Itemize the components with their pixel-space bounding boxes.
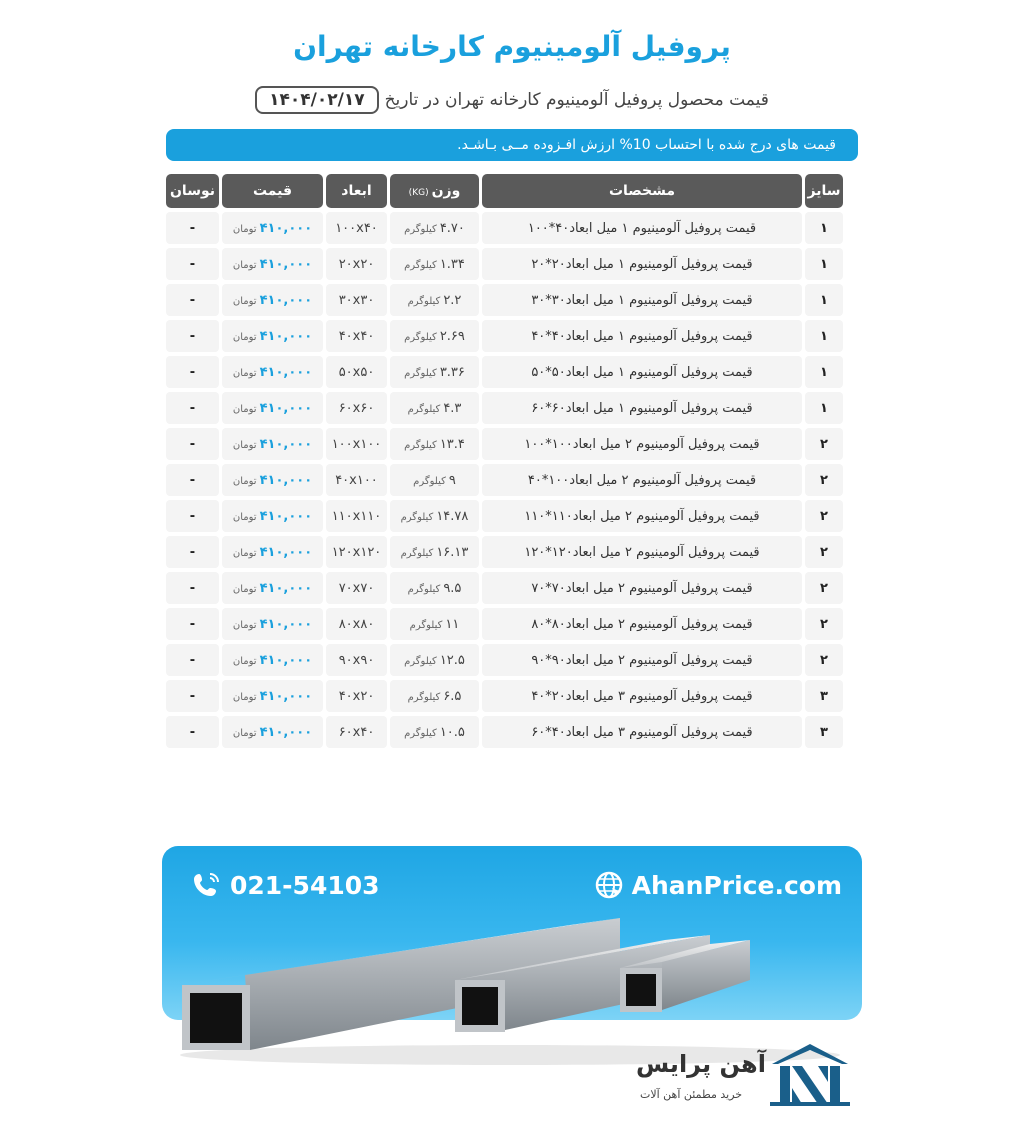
- price-currency: تومان: [232, 367, 257, 379]
- header-weight: [390, 174, 479, 208]
- weight-value: ۹.۵: [443, 580, 462, 596]
- cell-dims: ۴۰x۱۰۰: [326, 464, 387, 496]
- price-currency: تومان: [232, 403, 257, 415]
- cell-dims: ۶۰x۴۰: [326, 716, 387, 748]
- cell-spec: قیمت پروفیل آلومینیوم ۳ میل ابعاد۲۰*۴۰: [482, 680, 802, 712]
- cell-price: [222, 536, 323, 568]
- table-row: [166, 608, 843, 640]
- cell-weight: [390, 356, 479, 388]
- subtitle-text: قیمت محصول پروفیل آلومینیوم کارخانه تهران در تاریخ: [384, 90, 769, 110]
- price-value: ۴۱۰,۰۰۰: [259, 652, 313, 668]
- cell-weight: [390, 464, 479, 496]
- price-currency: تومان: [232, 547, 257, 559]
- weight-unit: کیلوگرم: [409, 619, 443, 631]
- cell-change: -: [166, 500, 219, 532]
- weight-value: ۲.۲: [443, 292, 462, 308]
- cell-dims: ۱۲۰x۱۲۰: [326, 536, 387, 568]
- cell-change: -: [166, 572, 219, 604]
- cell-spec: قیمت پروفیل آلومینیوم ۲ میل ابعاد۹۰*۹۰: [482, 644, 802, 676]
- cell-weight: [390, 212, 479, 244]
- cell-size: ۱: [805, 392, 843, 424]
- cell-spec: قیمت پروفیل آلومینیوم ۳ میل ابعاد۴۰*۶۰: [482, 716, 802, 748]
- ahanprice-logo-icon: [770, 1042, 850, 1106]
- cell-size: ۱: [805, 356, 843, 388]
- cell-spec: قیمت پروفیل آلومینیوم ۱ میل ابعاد۴۰*۴۰: [482, 320, 802, 352]
- cell-price: [222, 608, 323, 640]
- table-row: [166, 320, 843, 352]
- cell-dims: ۸۰x۸۰: [326, 608, 387, 640]
- cell-dims: ۴۰x۴۰: [326, 320, 387, 352]
- cell-change: -: [166, 248, 219, 280]
- subtitle-row: [0, 86, 1024, 114]
- header-size: سایز: [805, 174, 843, 208]
- cell-spec: قیمت پروفیل آلومینیوم ۱ میل ابعاد۴۰*۱۰۰: [482, 212, 802, 244]
- cell-price: [222, 212, 323, 244]
- cell-spec: قیمت پروفیل آلومینیوم ۲ میل ابعاد۱۲۰*۱۲۰: [482, 536, 802, 568]
- table-row: [166, 392, 843, 424]
- price-currency: تومان: [232, 691, 257, 703]
- cell-weight: [390, 716, 479, 748]
- cell-dims: ۹۰x۹۰: [326, 644, 387, 676]
- price-currency: تومان: [232, 259, 257, 271]
- cell-size: ۱: [805, 212, 843, 244]
- cell-weight: [390, 644, 479, 676]
- cell-dims: ۲۰x۲۰: [326, 248, 387, 280]
- cell-dims: ۴۰x۲۰: [326, 680, 387, 712]
- brand-slogan: خرید مطمئن آهن آلات: [640, 1088, 743, 1101]
- weight-value: ۱۲.۵: [439, 652, 465, 668]
- price-currency: تومان: [232, 511, 257, 523]
- header-price: قیمت: [222, 174, 323, 208]
- weight-value: ۳.۳۶: [439, 364, 465, 380]
- cell-dims: ۳۰x۳۰: [326, 284, 387, 316]
- cell-size: ۲: [805, 428, 843, 460]
- table-row: [166, 212, 843, 244]
- weight-value: ۴.۳: [443, 400, 462, 416]
- cell-dims: ۷۰x۷۰: [326, 572, 387, 604]
- cell-spec: قیمت پروفیل آلومینیوم ۲ میل ابعاد۸۰*۸۰: [482, 608, 802, 640]
- price-value: ۴۱۰,۰۰۰: [259, 400, 313, 416]
- weight-unit: کیلوگرم: [407, 295, 441, 307]
- cell-weight: [390, 284, 479, 316]
- table-row: [166, 464, 843, 496]
- phone-text: 021-54103: [230, 870, 380, 900]
- header-change: نوسان: [166, 174, 219, 208]
- website-text: AhanPrice.com: [631, 870, 842, 900]
- cell-spec: قیمت پروفیل آلومینیوم ۲ میل ابعاد۱۰۰*۱۰۰: [482, 428, 802, 460]
- cell-size: ۲: [805, 608, 843, 640]
- cell-spec: قیمت پروفیل آلومینیوم ۱ میل ابعاد۶۰*۶۰: [482, 392, 802, 424]
- price-value: ۴۱۰,۰۰۰: [259, 724, 313, 740]
- price-value: ۴۱۰,۰۰۰: [259, 544, 313, 560]
- weight-value: ۶.۵: [443, 688, 462, 704]
- cell-spec: قیمت پروفیل آلومینیوم ۱ میل ابعاد۵۰*۵۰: [482, 356, 802, 388]
- page-title: پروفیل آلومینیوم کارخانه تهران: [293, 30, 731, 63]
- cell-size: ۱: [805, 248, 843, 280]
- cell-dims: ۱۱۰x۱۱۰: [326, 500, 387, 532]
- table-body: [166, 212, 843, 748]
- brand-block: [630, 1040, 860, 1110]
- weight-unit: کیلوگرم: [404, 655, 437, 667]
- weight-unit: کیلوگرم: [400, 511, 434, 523]
- cell-weight: [390, 320, 479, 352]
- cell-price: [222, 356, 323, 388]
- price-value: ۴۱۰,۰۰۰: [259, 364, 313, 380]
- price-value: ۴۱۰,۰۰۰: [259, 580, 313, 596]
- price-value: ۴۱۰,۰۰۰: [259, 472, 313, 488]
- price-table: [163, 170, 846, 752]
- brand-name: آهن پرایس: [636, 1050, 766, 1078]
- cell-change: -: [166, 536, 219, 568]
- cell-size: ۱: [805, 320, 843, 352]
- header-weight-label: وزن: [431, 183, 461, 199]
- table-row: [166, 428, 843, 460]
- price-currency: تومان: [232, 295, 257, 307]
- cell-price: [222, 572, 323, 604]
- price-value: ۴۱۰,۰۰۰: [259, 508, 313, 524]
- cell-weight: [390, 500, 479, 532]
- cell-weight: [390, 608, 479, 640]
- cell-size: ۲: [805, 644, 843, 676]
- weight-unit: کیلوگرم: [407, 691, 441, 703]
- price-value: ۴۱۰,۰۰۰: [259, 616, 313, 632]
- price-value: ۴۱۰,۰۰۰: [259, 220, 313, 236]
- weight-unit: کیلوگرم: [404, 727, 437, 739]
- table-row: [166, 572, 843, 604]
- table-row: [166, 284, 843, 316]
- cell-price: [222, 680, 323, 712]
- price-value: ۴۱۰,۰۰۰: [259, 436, 313, 452]
- price-value: ۴۱۰,۰۰۰: [259, 688, 313, 704]
- cell-spec: قیمت پروفیل آلومینیوم ۲ میل ابعاد۱۰۰*۴۰: [482, 464, 802, 496]
- weight-value: ۱۰.۵: [439, 724, 465, 740]
- price-currency: تومان: [232, 655, 257, 667]
- price-currency: تومان: [232, 619, 257, 631]
- weight-value: ۱۴.۷۸: [436, 508, 469, 524]
- price-currency: تومان: [232, 475, 257, 487]
- weight-value: ۱۱: [445, 616, 460, 632]
- cell-price: [222, 248, 323, 280]
- weight-unit: کیلوگرم: [404, 259, 437, 271]
- date-badge: ۱۴۰۴/۰۲/۱۷: [255, 86, 378, 114]
- cell-price: [222, 500, 323, 532]
- weight-value: ۱۳.۴: [439, 436, 465, 452]
- table-header-row: [166, 174, 843, 208]
- cell-dims: ۱۰۰x۱۰۰: [326, 428, 387, 460]
- cell-dims: ۶۰x۶۰: [326, 392, 387, 424]
- vat-notice-text: قیمت های درج شده با احتساب 10% ارزش افـزوده مــی بـاشـد.: [457, 137, 836, 153]
- price-value: ۴۱۰,۰۰۰: [259, 256, 313, 272]
- weight-value: ۱۶.۱۳: [436, 544, 469, 560]
- price-currency: تومان: [232, 223, 257, 235]
- cell-weight: [390, 392, 479, 424]
- cell-weight: [390, 536, 479, 568]
- cell-dims: ۵۰x۵۰: [326, 356, 387, 388]
- weight-unit: کیلوگرم: [400, 547, 434, 559]
- cell-price: [222, 284, 323, 316]
- weight-unit: کیلوگرم: [407, 403, 441, 415]
- cell-size: ۳: [805, 680, 843, 712]
- weight-unit: کیلوگرم: [404, 367, 437, 379]
- weight-value: ۹: [448, 472, 456, 488]
- table-row: [166, 536, 843, 568]
- cell-weight: [390, 428, 479, 460]
- cell-change: -: [166, 320, 219, 352]
- weight-value: ۴.۷۰: [439, 220, 465, 236]
- cell-change: -: [166, 284, 219, 316]
- table-row: [166, 716, 843, 748]
- cell-spec: قیمت پروفیل آلومینیوم ۲ میل ابعاد۷۰*۷۰: [482, 572, 802, 604]
- cell-size: ۲: [805, 464, 843, 496]
- cell-size: ۲: [805, 536, 843, 568]
- cell-spec: قیمت پروفیل آلومینیوم ۱ میل ابعاد۳۰*۳۰: [482, 284, 802, 316]
- cell-change: -: [166, 680, 219, 712]
- table-row: [166, 680, 843, 712]
- header-weight-unit: (KG): [408, 188, 429, 198]
- weight-value: ۱.۳۴: [439, 256, 465, 272]
- price-currency: تومان: [232, 583, 257, 595]
- cell-change: -: [166, 428, 219, 460]
- weight-value: ۲.۶۹: [439, 328, 465, 344]
- price-value: ۴۱۰,۰۰۰: [259, 292, 313, 308]
- cell-change: -: [166, 608, 219, 640]
- cell-price: [222, 392, 323, 424]
- cell-price: [222, 320, 323, 352]
- price-currency: تومان: [232, 439, 257, 451]
- table-row: [166, 500, 843, 532]
- cell-weight: [390, 572, 479, 604]
- cell-change: -: [166, 212, 219, 244]
- cell-change: -: [166, 356, 219, 388]
- cell-price: [222, 464, 323, 496]
- weight-unit: کیلوگرم: [407, 583, 441, 595]
- cell-weight: [390, 248, 479, 280]
- table-row: [166, 644, 843, 676]
- cell-change: -: [166, 464, 219, 496]
- table-row: [166, 356, 843, 388]
- weight-unit: کیلوگرم: [404, 223, 437, 235]
- weight-unit: کیلوگرم: [413, 475, 446, 487]
- vat-notice: [166, 129, 858, 161]
- cell-size: ۱: [805, 284, 843, 316]
- weight-unit: کیلوگرم: [404, 331, 437, 343]
- cell-size: ۳: [805, 716, 843, 748]
- cell-spec: قیمت پروفیل آلومینیوم ۱ میل ابعاد۲۰*۲۰: [482, 248, 802, 280]
- cell-spec: قیمت پروفیل آلومینیوم ۲ میل ابعاد۱۱۰*۱۱۰: [482, 500, 802, 532]
- cell-price: [222, 428, 323, 460]
- price-currency: تومان: [232, 331, 257, 343]
- cell-size: ۲: [805, 572, 843, 604]
- cell-size: ۲: [805, 500, 843, 532]
- header-dims: ابعاد: [326, 174, 387, 208]
- cell-weight: [390, 680, 479, 712]
- price-value: ۴۱۰,۰۰۰: [259, 328, 313, 344]
- cell-price: [222, 644, 323, 676]
- cell-dims: ۱۰۰x۴۰: [326, 212, 387, 244]
- table-row: [166, 248, 843, 280]
- cell-change: -: [166, 392, 219, 424]
- price-currency: تومان: [232, 727, 257, 739]
- cell-change: -: [166, 644, 219, 676]
- cell-price: [222, 716, 323, 748]
- header-spec: مشخصات: [482, 174, 802, 208]
- weight-unit: کیلوگرم: [404, 439, 437, 451]
- cell-change: -: [166, 716, 219, 748]
